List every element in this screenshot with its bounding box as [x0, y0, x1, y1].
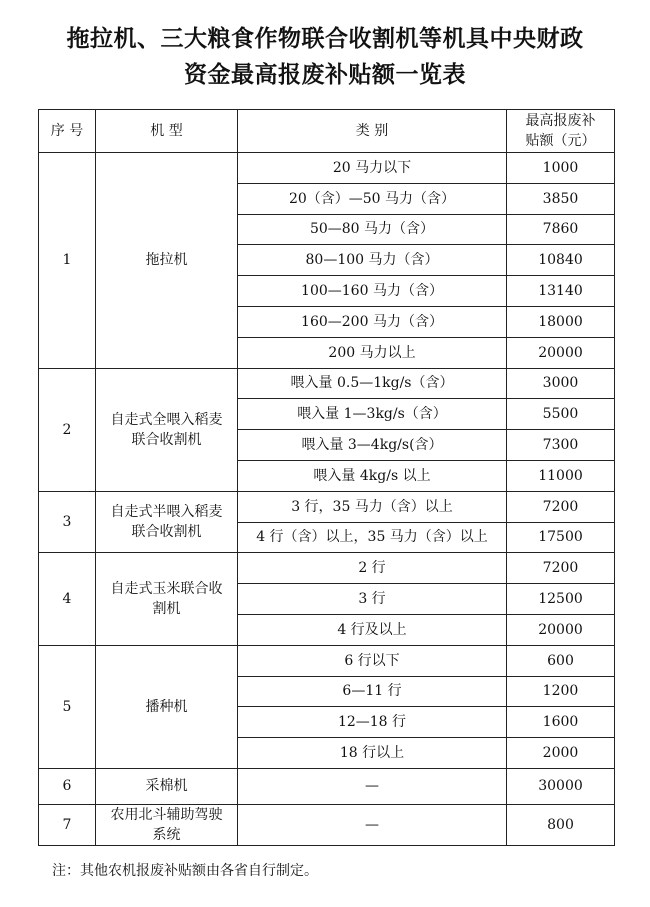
category-cell: 6—11 行 — [238, 676, 507, 707]
category-cell: 3 行 — [238, 584, 507, 615]
category-cell: 50—80 马力（含） — [238, 214, 507, 245]
category-cell: 20（含）—50 马力（含） — [238, 183, 507, 214]
machine-type: 采棉机 — [96, 768, 238, 804]
category-cell: 100—160 马力（含） — [238, 276, 507, 307]
machine-type: 拖拉机 — [96, 153, 238, 369]
amount-cell: 800 — [507, 804, 615, 845]
amount-cell: 30000 — [507, 768, 615, 804]
row-number: 5 — [39, 645, 96, 768]
amount-cell: 1200 — [507, 676, 615, 707]
row-number: 2 — [39, 368, 96, 491]
amount-cell: 12500 — [507, 584, 615, 615]
category-cell: 200 马力以上 — [238, 337, 507, 368]
category-cell: 12—18 行 — [238, 707, 507, 738]
machine-type: 自走式玉米联合收割机 — [96, 553, 238, 645]
table-row — [39, 768, 615, 804]
header-model: 机 型 — [96, 110, 238, 153]
row-number: 4 — [39, 553, 96, 645]
category-cell: 160—200 马力（含） — [238, 306, 507, 337]
subsidy-table — [38, 109, 615, 846]
amount-cell: 13140 — [507, 276, 615, 307]
row-number: 6 — [39, 768, 96, 804]
category-cell: 4 行及以上 — [238, 614, 507, 645]
category-cell: — — [238, 804, 507, 845]
category-cell: 2 行 — [238, 553, 507, 584]
amount-cell: 3850 — [507, 183, 615, 214]
amount-cell: 1000 — [507, 153, 615, 184]
title-line-2: 资金最高报废补贴额一览表 — [184, 62, 466, 88]
table-row — [39, 153, 615, 184]
category-cell: 20 马力以下 — [238, 153, 507, 184]
amount-cell: 20000 — [507, 614, 615, 645]
amount-cell: 7860 — [507, 214, 615, 245]
row-number: 7 — [39, 804, 96, 845]
machine-type: 播种机 — [96, 645, 238, 768]
table-row — [39, 645, 615, 676]
row-number: 3 — [39, 491, 96, 553]
amount-cell: 2000 — [507, 738, 615, 769]
category-cell: 喂入量 0.5—1kg/s（含） — [238, 368, 507, 399]
title-line-1: 拖拉机、三大粮食作物联合收割机等机具中央财政 — [66, 26, 584, 52]
amount-cell: 3000 — [507, 368, 615, 399]
amount-cell: 5500 — [507, 399, 615, 430]
amount-cell: 17500 — [507, 522, 615, 553]
table-row — [39, 491, 615, 522]
machine-type: 农用北斗辅助驾驶系统 — [96, 804, 238, 845]
category-cell: 4 行（含）以上，35 马力（含）以上 — [238, 522, 507, 553]
amount-cell: 10840 — [507, 245, 615, 276]
machine-type: 自走式半喂入稻麦联合收割机 — [96, 491, 238, 553]
category-cell: 80—100 马力（含） — [238, 245, 507, 276]
table-row — [39, 804, 615, 845]
category-cell: 6 行以下 — [238, 645, 507, 676]
amount-cell: 11000 — [507, 460, 615, 491]
amount-cell: 7200 — [507, 553, 615, 584]
table-body — [39, 153, 615, 846]
header-amount: 最高报废补贴额（元） — [507, 110, 615, 153]
table-row — [39, 368, 615, 399]
header-no: 序 号 — [39, 110, 96, 153]
category-cell: 3 行，35 马力（含）以上 — [238, 491, 507, 522]
category-cell: — — [238, 768, 507, 804]
header-row — [39, 110, 615, 153]
footnote: 注：其他农机报废补贴额由各省自行制定。 — [52, 863, 318, 879]
amount-cell: 20000 — [507, 337, 615, 368]
category-cell: 18 行以上 — [238, 738, 507, 769]
category-cell: 喂入量 4kg/s 以上 — [238, 460, 507, 491]
amount-cell: 1600 — [507, 707, 615, 738]
table-row — [39, 553, 615, 584]
amount-cell: 7300 — [507, 430, 615, 461]
category-cell: 喂入量 3—4kg/s(含） — [238, 430, 507, 461]
amount-cell: 18000 — [507, 306, 615, 337]
row-number: 1 — [39, 153, 96, 369]
amount-cell: 600 — [507, 645, 615, 676]
header-category: 类 别 — [238, 110, 507, 153]
category-cell: 喂入量 1—3kg/s（含） — [238, 399, 507, 430]
machine-type: 自走式全喂入稻麦联合收割机 — [96, 368, 238, 491]
amount-cell: 7200 — [507, 491, 615, 522]
